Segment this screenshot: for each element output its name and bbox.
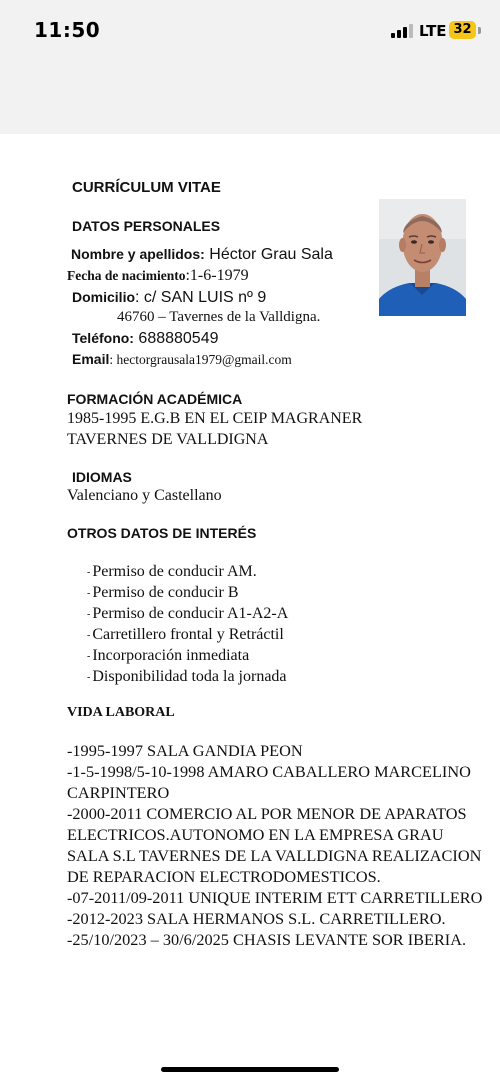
birth-value: :1-6-1979 xyxy=(185,267,249,284)
languages-heading: IDIOMAS xyxy=(72,469,132,485)
name-label: Nombre y apellidos: xyxy=(71,246,205,262)
list-item: - Incorporación inmediata xyxy=(87,647,250,664)
phone-value: 688880549 xyxy=(133,330,219,347)
list-item: - Disponibilidad toda la jornada xyxy=(87,668,287,685)
list-item: -25/10/2023 – 30/6/2025 CHASIS LEVANTE SOR IBERIA. xyxy=(67,930,467,949)
name-row xyxy=(71,246,333,264)
email-label: Email xyxy=(72,351,110,367)
personal-data-heading: DATOS PERSONALES xyxy=(72,218,221,234)
battery-level: 32 xyxy=(453,22,472,37)
city-line: 46760 – Tavernes de la Valldigna. xyxy=(117,309,321,325)
status-bar xyxy=(0,0,500,134)
list-item: - Permiso de conducir B xyxy=(87,584,239,601)
other-data-list xyxy=(87,561,288,687)
education-line-1: 1985-1995 E.G.B EN EL CEIP MAGRANER xyxy=(67,410,363,427)
languages-value: Valenciano y Castellano xyxy=(67,487,222,504)
list-item: - Permiso de conducir A1-A2-A xyxy=(87,605,289,622)
list-item: -2012-2023 SALA HERMANOS S.L. CARRETILLERO. xyxy=(67,909,446,928)
work-history-heading: VIDA LABORAL xyxy=(67,705,175,720)
list-item: -07-2011/09-2011 UNIQUE INTERIM ETT CARRETILLERO xyxy=(67,888,483,907)
birth-label: Fecha de nacimiento xyxy=(67,268,186,283)
list-item: - Carretillero frontal y Retráctil xyxy=(87,626,284,643)
signal-icon xyxy=(391,24,413,38)
phone-row xyxy=(72,330,219,348)
status-time: 11:50 xyxy=(34,18,101,42)
address-value: : c/ SAN LUIS nº 9 xyxy=(135,289,267,306)
name-value: Héctor Grau Sala xyxy=(204,246,333,263)
email-value: : hectorgrausala1979@gmail.com xyxy=(109,352,292,367)
phone-label: Teléfono: xyxy=(72,330,134,346)
battery-cap xyxy=(478,27,481,34)
list-item: -1995-1997 SALA GANDIA PEON xyxy=(67,741,303,760)
battery-icon xyxy=(449,21,476,39)
education-line-2: TAVERNES DE VALLDIGNA xyxy=(67,431,269,448)
list-item: -1-5-1998/5-10-1998 AMARO CABALLERO MARCELINO CARPINTERO xyxy=(67,762,471,802)
address-row xyxy=(72,289,266,307)
profile-photo xyxy=(379,199,466,316)
home-indicator[interactable] xyxy=(161,1067,339,1072)
list-item: -2000-2011 COMERCIO AL POR MENOR DE APARATOS ELECTRICOS.AUTONOMO EN LA EMPRESA GRAU SALA S.L TAVERNES DE LA VALLDIGNA REALIZACION DE REPARACION ELECTRODOMESTICOS. xyxy=(67,804,482,886)
cv-title: CURRÍCULUM VITAE xyxy=(72,179,221,196)
email-row xyxy=(72,351,292,368)
other-data-heading: OTROS DATOS DE INTERÉS xyxy=(67,525,257,541)
education-heading: FORMACIÓN ACADÉMICA xyxy=(67,391,243,407)
list-item: - Permiso de conducir AM. xyxy=(87,563,257,580)
network-label: LTE xyxy=(419,22,447,40)
work-history-list xyxy=(67,740,487,950)
birth-row xyxy=(67,267,249,285)
address-label: Domicilio xyxy=(72,289,136,305)
